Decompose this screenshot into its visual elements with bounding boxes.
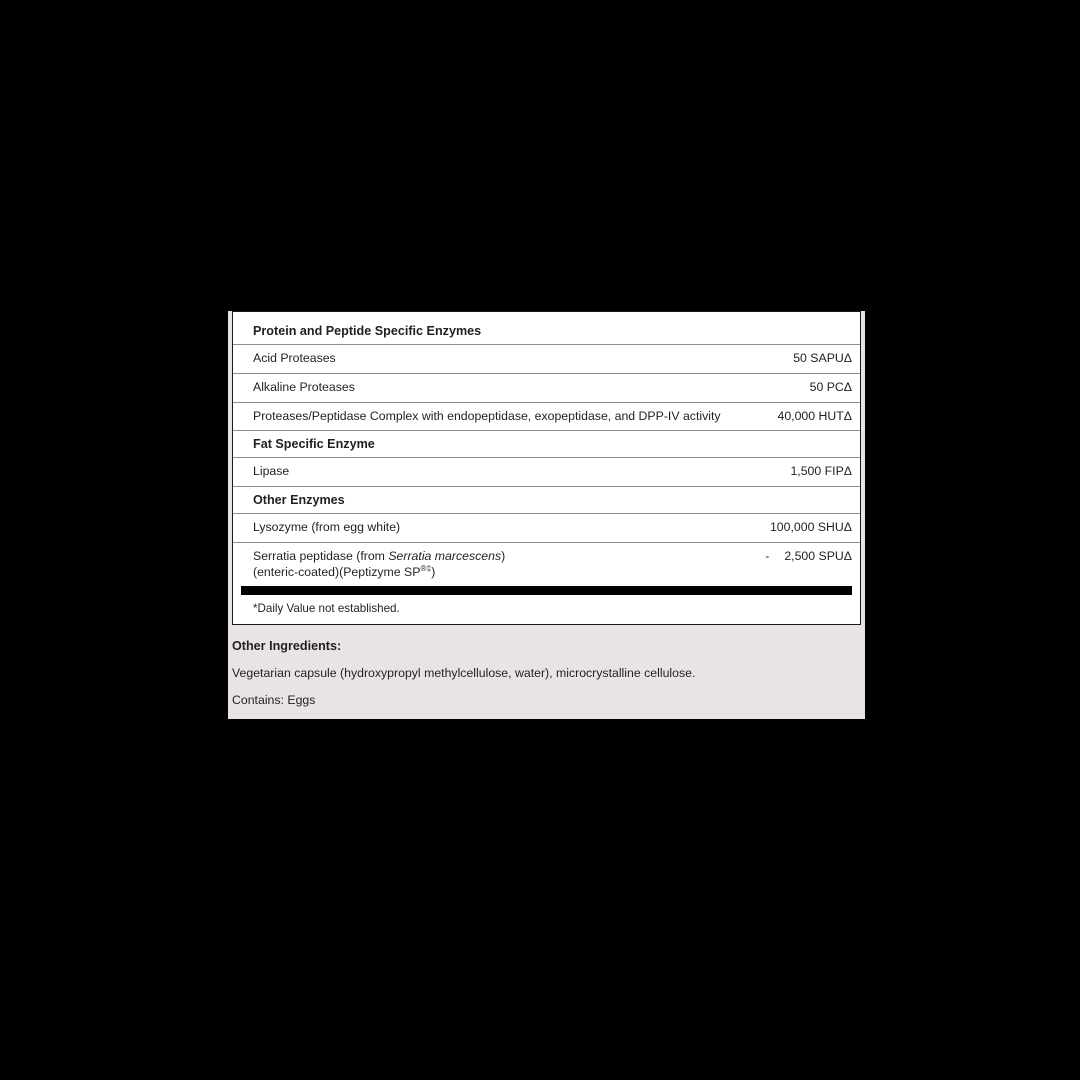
nutrient-row-serratia — [233, 542, 860, 586]
section-header-label: Other Enzymes — [253, 493, 345, 508]
nutrient-row — [233, 402, 860, 431]
nutrient-amount: 1,500 FIPΔ — [790, 464, 852, 479]
nutrient-name — [253, 549, 750, 580]
serratia-trademark-mark: ®‡ — [420, 562, 432, 573]
nutrient-name: Proteases/Peptidase Complex with endopeptidase, exopeptidase, and DPP-IV activity — [253, 408, 721, 423]
nutrient-row — [233, 457, 860, 486]
section-header-row — [233, 318, 860, 344]
other-ingredients-text: Vegetarian capsule (hydroxypropyl methylcellulose, water), microcrystalline cellulose. — [232, 666, 696, 681]
daily-value-footnote: *Daily Value not established. — [253, 602, 400, 616]
allergen-statement: Contains: Eggs — [232, 693, 316, 708]
section-header-row — [233, 430, 860, 457]
nutrient-row — [233, 373, 860, 402]
nutrient-row — [233, 344, 860, 373]
section-header-label: Protein and Peptide Specific Enzymes — [253, 324, 482, 338]
serratia-line1: Serratia peptidase (from Serratia marcescens) — [253, 549, 506, 563]
other-ingredients-block — [228, 625, 865, 719]
other-ingredients-title: Other Ingredients: — [232, 639, 342, 654]
nutrient-amount: 40,000 HUTΔ — [777, 408, 852, 423]
nutrient-name: Acid Proteases — [253, 351, 336, 366]
nutrient-name: Lysozyme (from egg white) — [253, 520, 401, 535]
section-header-label: Fat Specific Enzyme — [253, 437, 375, 452]
serratia-line2: (enteric-coated)(Peptizyme SP®‡) — [253, 562, 436, 579]
thick-divider — [241, 586, 852, 595]
serratia-dash: - — [765, 549, 770, 563]
nutrient-name: Lipase — [253, 464, 290, 479]
nutrient-amount: 50 PCΔ — [809, 379, 852, 394]
nutrient-amount: 100,000 SHUΔ — [769, 520, 852, 535]
nutrient-amount: 50 SAPUΔ — [793, 351, 852, 366]
nutrient-amount: 2,500 SPUΔ — [784, 549, 852, 563]
section-header-row — [233, 486, 860, 513]
nutrient-name: Alkaline Proteases — [253, 379, 355, 394]
supplement-label-panel — [228, 311, 865, 719]
nutrient-row — [233, 513, 860, 542]
supplement-facts-box — [232, 311, 861, 625]
serratia-species: Serratia marcescens — [388, 549, 502, 563]
